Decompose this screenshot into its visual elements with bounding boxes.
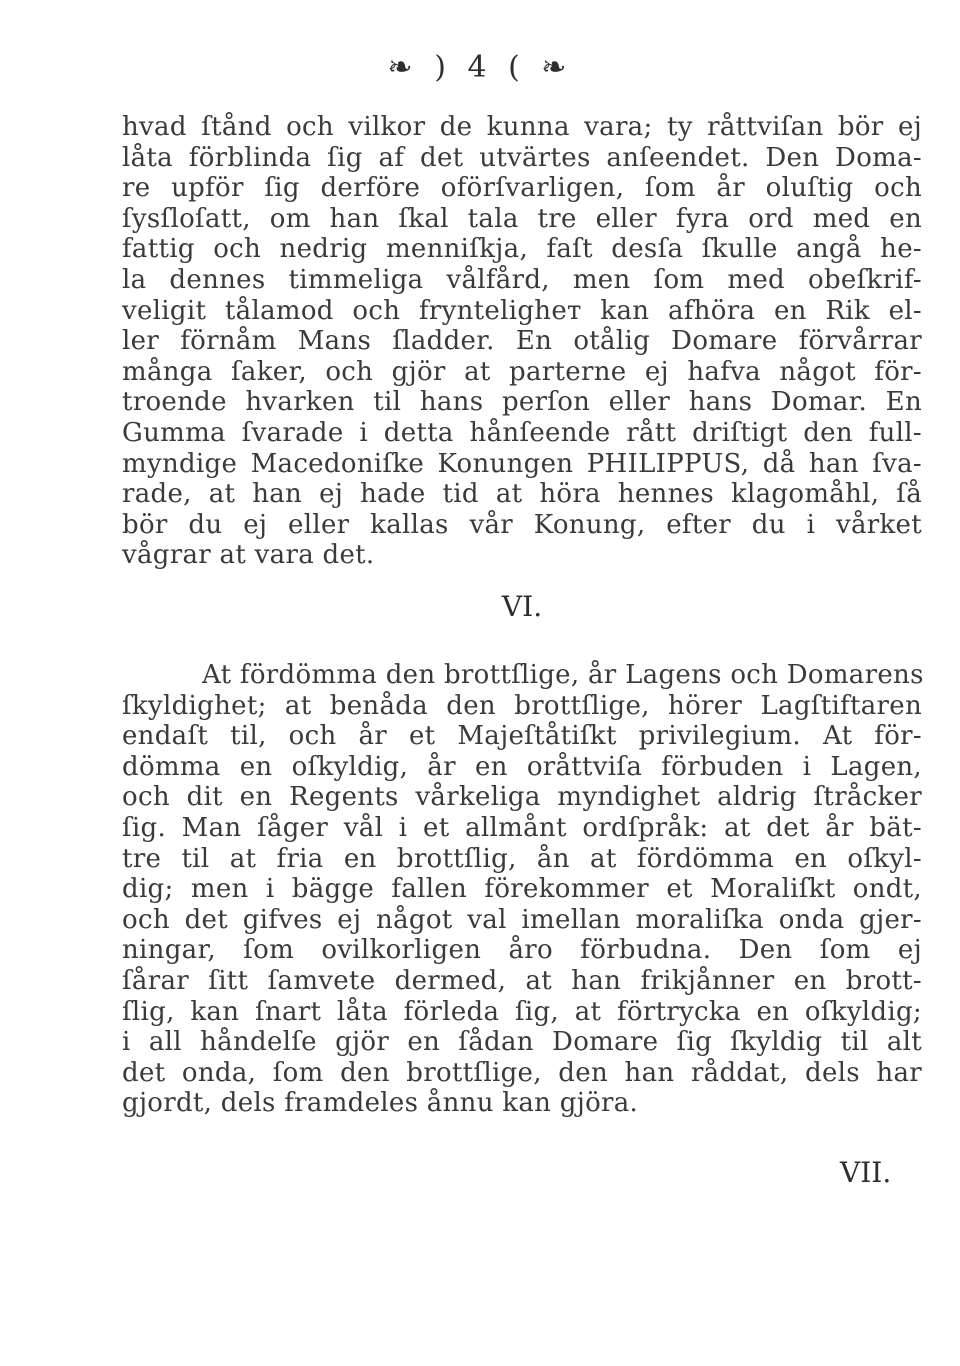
text-line: At fördömma den brottſlige, år Lagens och Domarens xyxy=(202,660,924,690)
text-line: bör du ej eller kallas vår Konung, efter du i vårket xyxy=(122,509,922,540)
text-line: hvad ſtånd och vilkor de kunna vara; ty råttviſan bör ej xyxy=(122,112,922,142)
text-line: låta förblinda ſig af det utvärtes anſeendet. Den Doma- xyxy=(122,142,922,173)
paragraph-1 xyxy=(122,112,922,571)
text-line: tre til at fria en brottſlig, ån at fördömma en oſkyl- xyxy=(122,843,922,874)
text-line: veligit tålamod och frynteligheт kan afhöra en Rik el- xyxy=(122,295,922,326)
text-line: i all håndelſe gjör en ſådan Domare ſig ſkyldig til alt xyxy=(122,1027,922,1058)
text-line: endaſt til, och år et Majeſtåtiſkt privilegium. At för- xyxy=(122,721,922,752)
text-line: ſkyldighet; at benåda den brottſlige, hörer Lagſtiftaren xyxy=(122,690,922,721)
text-line: ſårar ſitt ſamvete dermed, at han frikjånner en brott- xyxy=(122,965,922,996)
section-heading: VI. xyxy=(501,590,543,623)
text-line: och dit en Regents vårkeliga myndighet aldrig ſtråcker xyxy=(122,782,922,813)
text-line: ſysſloſatt, om han ſkal tala tre eller fyra ord med en xyxy=(122,203,922,234)
text-line: troende hvarken til hans perſon eller hans Domar. En xyxy=(122,387,922,418)
text-line: och det gifves ej något val imellan moraliſka onda gjer- xyxy=(122,904,922,935)
text-line: ſlig, kan ſnart låta förleda ſig, at förtrycka en oſkyldig; xyxy=(122,996,922,1027)
text-line: många ſaker, och gjör at parterne ej hafva något för- xyxy=(122,356,922,387)
text-line: det onda, ſom den brottſlige, den han råddat, dels har xyxy=(122,1057,922,1088)
text-line: myndige Macedoniſke Konungen PHILIPPUS, då han ſva- xyxy=(122,448,922,479)
text-line: la dennes timmeliga vålfård, men ſom med obeſkrif- xyxy=(122,264,922,295)
text-line: vågrar at vara det. xyxy=(122,540,375,571)
text-line: ler förnåm Mans ſladder. En otålig Domare förvårrar xyxy=(122,326,922,357)
page-header: ❧ ) 4 ( ❧ xyxy=(387,50,573,85)
text-line: dig; men i bägge fallen förekommer et Moraliſkt ondt, xyxy=(122,874,922,905)
text-line: rade, at han ej hade tid at höra hennes klagomåhl, ſå xyxy=(122,479,922,510)
catchword: VII. xyxy=(840,1156,892,1189)
text-line: ſig. Man ſåger vål i et allmånt ordſpråk: at det år bät- xyxy=(122,812,922,843)
text-line: gjordt, dels framdeles ånnu kan gjöra. xyxy=(122,1088,639,1119)
text-line: ningar, ſom ovilkorligen åro förbudna. Den ſom ej xyxy=(122,935,922,966)
text-line: Gumma ſvarade i detta hånſeende rått driſtigt den full- xyxy=(122,417,922,448)
text-line: fattig och nedrig menniſkja, faſt desſa ſkulle angå he- xyxy=(122,234,922,265)
text-line: dömma en oſkyldig, år en oråttviſa förbuden i Lagen, xyxy=(122,751,922,782)
text-line: re upför ſig derföre oförſvarligen, ſom år oluſtig och xyxy=(122,173,922,204)
paragraph-2 xyxy=(122,660,922,1119)
